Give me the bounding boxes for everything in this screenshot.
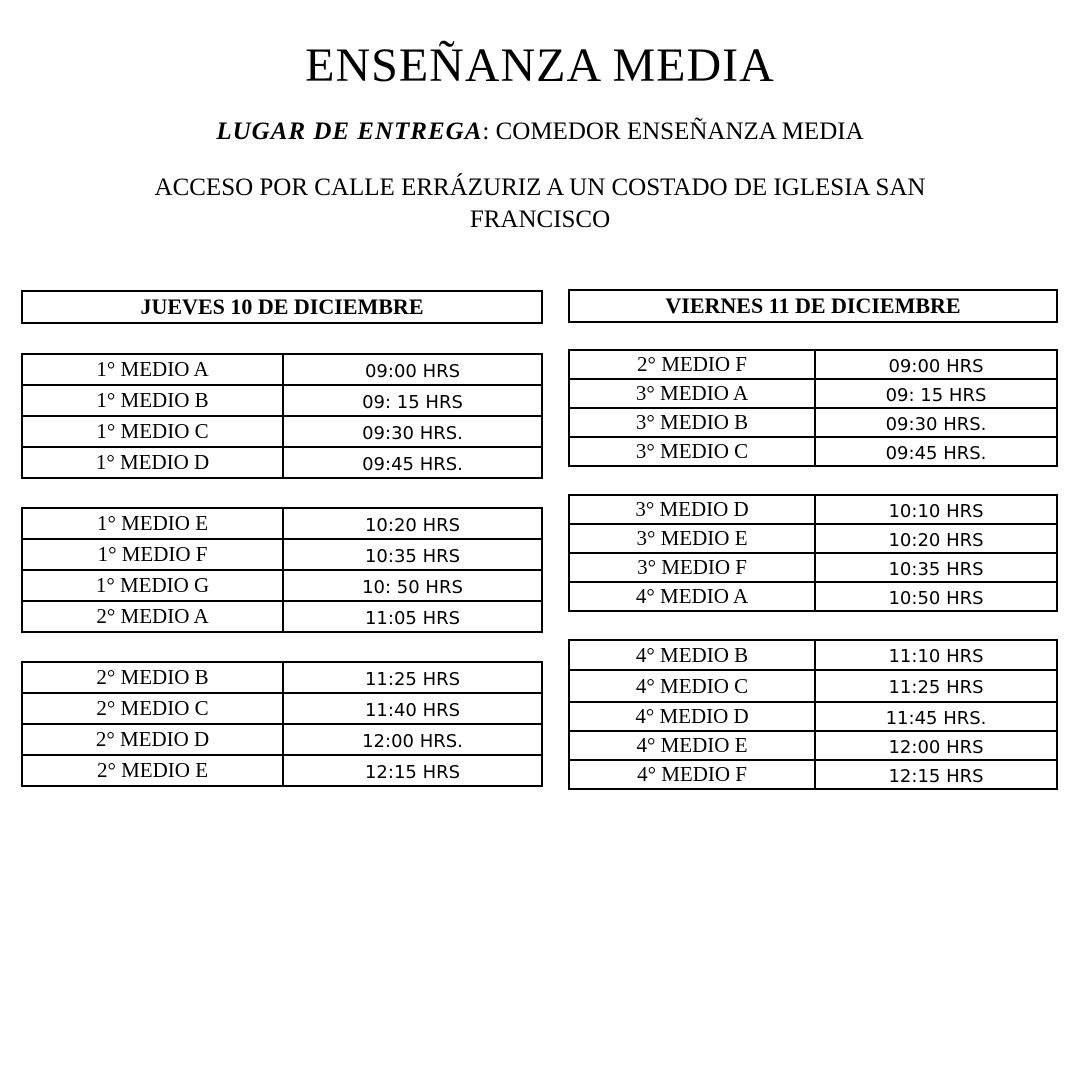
course-cell: 4° MEDIO E	[569, 731, 815, 760]
time-cell: 09:30 HRS.	[815, 408, 1057, 437]
access-line-2: FRANCISCO	[469, 206, 611, 233]
course-cell: 2° MEDIO B	[22, 662, 283, 693]
time-cell: 11:10 HRS	[815, 640, 1057, 670]
time-cell: 09:00 HRS	[815, 350, 1057, 379]
course-cell: 3° MEDIO B	[569, 408, 815, 437]
time-cell: 10:10 HRS	[815, 495, 1057, 524]
table-row	[22, 755, 542, 786]
thursday-group-2	[21, 507, 543, 633]
course-cell: 1° MEDIO B	[22, 385, 283, 416]
time-cell: 09:45 HRS.	[283, 447, 542, 478]
delivery-location	[0, 118, 1080, 146]
table-row	[569, 702, 1057, 731]
time-cell: 11:45 HRS.	[815, 702, 1057, 731]
time-cell: 11:25 HRS	[283, 662, 542, 693]
time-cell: 10:20 HRS	[815, 524, 1057, 553]
table-row	[569, 731, 1057, 760]
course-cell: 2° MEDIO D	[22, 724, 283, 755]
time-cell: 11:40 HRS	[283, 693, 542, 724]
access-line-1: ACCESO POR CALLE ERRÁZURIZ A UN COSTADO DE IGLESIA SAN	[154, 174, 926, 201]
table-row	[22, 693, 542, 724]
table-row	[569, 379, 1057, 408]
course-cell: 2° MEDIO F	[569, 350, 815, 379]
thursday-header: JUEVES 10 DE DICIEMBRE	[21, 290, 543, 324]
time-cell: 09: 15 HRS	[283, 385, 542, 416]
time-cell: 12:00 HRS.	[283, 724, 542, 755]
course-cell: 3° MEDIO E	[569, 524, 815, 553]
table-row	[569, 437, 1057, 466]
time-cell: 12:00 HRS	[815, 731, 1057, 760]
course-cell: 3° MEDIO D	[569, 495, 815, 524]
course-cell: 1° MEDIO F	[22, 539, 283, 570]
time-cell: 10:35 HRS	[283, 539, 542, 570]
table-row	[22, 570, 542, 601]
thursday-group-1	[21, 353, 543, 479]
table-row	[22, 354, 542, 385]
course-cell: 2° MEDIO E	[22, 755, 283, 786]
course-cell: 2° MEDIO A	[22, 601, 283, 632]
course-cell: 1° MEDIO D	[22, 447, 283, 478]
table-row	[569, 582, 1057, 611]
course-cell: 4° MEDIO F	[569, 760, 815, 789]
course-cell: 4° MEDIO D	[569, 702, 815, 731]
course-cell: 4° MEDIO C	[569, 670, 815, 702]
table-row	[22, 601, 542, 632]
friday-group-2	[568, 494, 1058, 612]
table-row	[569, 640, 1057, 670]
table-row	[22, 385, 542, 416]
thursday-group-3	[21, 661, 543, 787]
table-row	[569, 553, 1057, 582]
table-row	[569, 350, 1057, 379]
table-row	[22, 508, 542, 539]
course-cell: 3° MEDIO F	[569, 553, 815, 582]
time-cell: 09: 15 HRS	[815, 379, 1057, 408]
course-cell: 2° MEDIO C	[22, 693, 283, 724]
table-row	[569, 524, 1057, 553]
time-cell: 12:15 HRS	[283, 755, 542, 786]
page-title: ENSEÑANZA MEDIA	[305, 39, 775, 92]
friday-group-3	[568, 639, 1058, 790]
table-row	[22, 662, 542, 693]
course-cell: 1° MEDIO G	[22, 570, 283, 601]
table-row	[22, 447, 542, 478]
table-row	[569, 495, 1057, 524]
time-cell: 10:20 HRS	[283, 508, 542, 539]
friday-header: VIERNES 11 DE DICIEMBRE	[568, 289, 1058, 323]
time-cell: 10: 50 HRS	[283, 570, 542, 601]
time-cell: 12:15 HRS	[815, 760, 1057, 789]
delivery-location-value: : COMEDOR ENSEÑANZA MEDIA	[482, 118, 864, 145]
time-cell: 09:00 HRS	[283, 354, 542, 385]
course-cell: 1° MEDIO A	[22, 354, 283, 385]
time-cell: 11:05 HRS	[283, 601, 542, 632]
time-cell: 11:25 HRS	[815, 670, 1057, 702]
time-cell: 10:50 HRS	[815, 582, 1057, 611]
table-row	[22, 416, 542, 447]
delivery-location-label: LUGAR DE ENTREGA	[216, 118, 483, 145]
access-instructions	[90, 172, 990, 236]
course-cell: 4° MEDIO B	[569, 640, 815, 670]
table-row	[569, 408, 1057, 437]
friday-group-1	[568, 349, 1058, 467]
table-row	[569, 760, 1057, 789]
course-cell: 3° MEDIO A	[569, 379, 815, 408]
table-row	[22, 724, 542, 755]
course-cell: 3° MEDIO C	[569, 437, 815, 466]
time-cell: 09:45 HRS.	[815, 437, 1057, 466]
table-row	[569, 670, 1057, 702]
table-row	[22, 539, 542, 570]
course-cell: 1° MEDIO E	[22, 508, 283, 539]
time-cell: 10:35 HRS	[815, 553, 1057, 582]
time-cell: 09:30 HRS.	[283, 416, 542, 447]
course-cell: 4° MEDIO A	[569, 582, 815, 611]
course-cell: 1° MEDIO C	[22, 416, 283, 447]
